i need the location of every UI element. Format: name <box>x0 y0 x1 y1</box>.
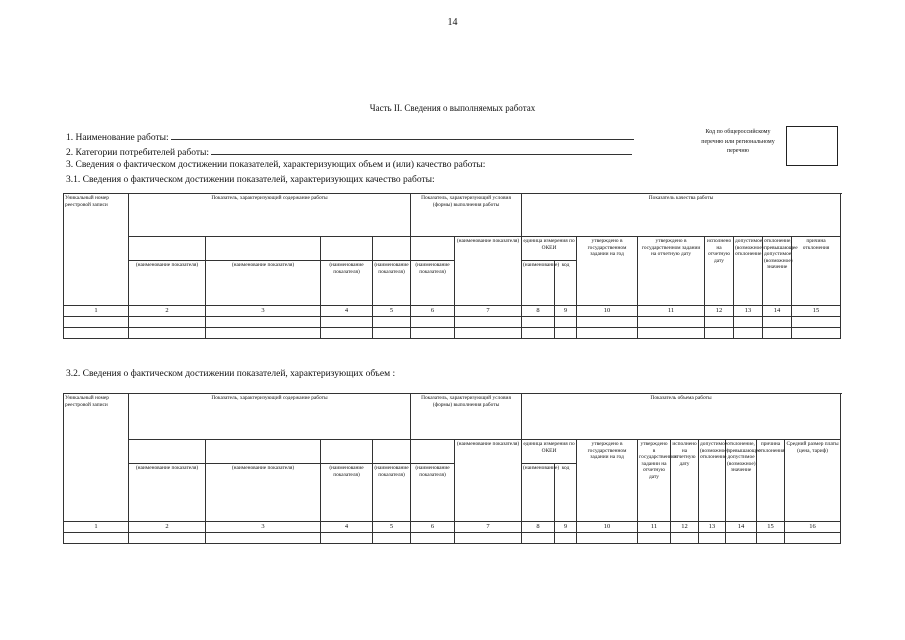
t1-col-number: 8 <box>522 306 555 317</box>
t2-col-number: 1 <box>64 522 129 533</box>
t2-col-number: 10 <box>577 522 638 533</box>
t2-cell[interactable] <box>699 533 726 544</box>
t2-volume-indicator-header: Показатель объема работы <box>522 394 841 440</box>
t2-approved-year-header: утверждено в государственном задании на год <box>577 440 638 522</box>
t2-cell[interactable] <box>129 533 206 544</box>
t2-indicator-name-5: (наименование показателя) <box>411 464 455 522</box>
t1-unit-code-header: код <box>555 261 577 306</box>
t1-cell[interactable] <box>411 317 455 328</box>
t1-data-row <box>64 317 841 328</box>
t1-quality-indicator-header: Показатель качества работы <box>522 194 841 237</box>
t2-executed-header: исполнено на отчетную дату <box>671 440 699 522</box>
t1-cell[interactable] <box>129 317 206 328</box>
t2-approved-report-header: утверждено в государственном задании на отчетную дату <box>638 440 671 522</box>
t1-unique-number-header: Уникальный номер реестровой записи <box>64 194 129 306</box>
t1-cell[interactable] <box>522 317 555 328</box>
t2-indicator-name-3: (наименование показателя) <box>321 464 373 522</box>
t1-cell[interactable] <box>455 317 522 328</box>
t1-reason-header: причина отклонения <box>792 237 841 306</box>
t1-col-number: 15 <box>792 306 841 317</box>
t2-col-number: 7 <box>455 522 522 533</box>
t1-col-number: 1 <box>64 306 129 317</box>
t2-indicator-name-2: (наименование показателя) <box>206 464 321 522</box>
t1-cell[interactable] <box>638 317 705 328</box>
t2-blank-cell <box>129 440 206 464</box>
t1-cell[interactable] <box>206 317 321 328</box>
t2-content-indicator-header: Показатель, характеризующий содержание работы <box>129 394 411 440</box>
t2-cell[interactable] <box>522 533 555 544</box>
t2-col-number: 13 <box>699 522 726 533</box>
t2-blank-cell <box>373 440 411 464</box>
t1-approved-year-header: утверждено в государственном задании на год <box>577 237 638 306</box>
t1-cell[interactable] <box>705 317 734 328</box>
t2-col-number: 12 <box>671 522 699 533</box>
t2-cell[interactable] <box>757 533 785 544</box>
t2-cell[interactable] <box>726 533 757 544</box>
t2-allowed-deviation-header: допустимое (возможное) отклонение <box>699 440 726 522</box>
t2-cell[interactable] <box>638 533 671 544</box>
t1-cell[interactable] <box>206 328 321 339</box>
t1-cell[interactable] <box>411 328 455 339</box>
t2-col-number: 11 <box>638 522 671 533</box>
t1-blank-cell <box>373 237 411 261</box>
t1-indicator-name-3: (наименование показателя) <box>321 261 373 306</box>
t1-col-number: 6 <box>411 306 455 317</box>
section32-heading: 3.2. Сведения о фактическом достижении показателей, характеризующих объем : <box>66 369 396 379</box>
t1-indicator-name-2: (наименование показателя) <box>206 261 321 306</box>
code-box[interactable] <box>786 126 838 166</box>
t1-indicator-name-5: (наименование показателя) <box>411 261 455 306</box>
t1-cell[interactable] <box>64 328 129 339</box>
t2-cell[interactable] <box>785 533 841 544</box>
t2-cell[interactable] <box>577 533 638 544</box>
t1-cell[interactable] <box>321 317 373 328</box>
t2-cell[interactable] <box>411 533 455 544</box>
t2-col-number: 5 <box>373 522 411 533</box>
t2-blank-cell <box>321 440 373 464</box>
t2-col-number: 6 <box>411 522 455 533</box>
t1-col-number: 13 <box>734 306 763 317</box>
t2-col-number: 8 <box>522 522 555 533</box>
t2-blank-cell <box>206 440 321 464</box>
part-title: Часть II. Сведения о выполняемых работах <box>369 103 536 113</box>
t2-conditions-indicator-header: Показатель, характеризующий условия (формы) выполнения работы <box>411 394 522 440</box>
t1-cell[interactable] <box>555 317 577 328</box>
t1-col-number: 3 <box>206 306 321 317</box>
t1-col-number: 7 <box>455 306 522 317</box>
page-number: 14 <box>447 17 458 28</box>
t1-blank-cell <box>129 237 206 261</box>
t2-col-number: 14 <box>726 522 757 533</box>
t1-allowed-deviation-header: допустимое (возможное) отклонение <box>734 237 763 306</box>
t1-col-number: 5 <box>373 306 411 317</box>
t2-data-row <box>64 533 841 544</box>
t1-blank-cell <box>411 237 455 261</box>
consumer-categories-field[interactable] <box>211 145 632 155</box>
section31-heading: 3.1. Сведения о фактическом достижении показателей, характеризующих качество работы: <box>66 175 435 185</box>
t1-content-indicator-header: Показатель, характеризующий содержание работы <box>129 194 411 237</box>
t2-cell[interactable] <box>373 533 411 544</box>
t2-indicator-name-1: (наименование показателя) <box>129 464 206 522</box>
consumer-categories-label: 2. Категории потребителей работы: <box>66 148 209 158</box>
t1-unit-name-header: (наименование) <box>522 261 555 306</box>
section3-heading: 3. Сведения о фактическом достижении показателей, характеризующих объем и (или) качество работы: <box>66 160 486 170</box>
t1-approved-report-header: утверждено в государственном задании на отчетную дату <box>638 237 705 306</box>
t1-cell[interactable] <box>522 328 555 339</box>
t1-cell[interactable] <box>321 328 373 339</box>
t2-col-number: 3 <box>206 522 321 533</box>
code-label: Код по общероссийскому перечню или региональному перечню <box>701 129 775 154</box>
t2-unit-code-header: код <box>555 464 577 522</box>
t2-deviation-exceeding-header: отклонение, превышающее допустимое (возможное) значение <box>726 440 757 522</box>
volume-table <box>63 393 841 544</box>
t1-cell[interactable] <box>129 328 206 339</box>
t1-measure-unit-header: единица измерения по ОКЕИ <box>522 237 577 261</box>
t2-blank-cell <box>411 440 455 464</box>
t2-indicator-name-4: (наименование показателя) <box>373 464 411 522</box>
quality-table <box>63 193 841 339</box>
work-name-label: 1. Наименование работы: <box>66 133 169 143</box>
t2-indicator-name-header: (наименование показателя) <box>455 440 522 522</box>
t2-unique-number-header: Уникальный номер реестровой записи <box>64 394 129 522</box>
t2-unit-name-header: (наименование) <box>522 464 555 522</box>
t2-cell[interactable] <box>206 533 321 544</box>
t1-col-number: 2 <box>129 306 206 317</box>
t2-col-number: 15 <box>757 522 785 533</box>
t1-col-number: 9 <box>555 306 577 317</box>
t1-cell[interactable] <box>763 328 792 339</box>
t1-conditions-indicator-header: Показатель, характеризующий условия (формы) выполнения работы <box>411 194 522 237</box>
t1-cell[interactable] <box>64 317 129 328</box>
consumer-categories-row <box>66 145 632 158</box>
t1-indicator-name-header: (наименование показателя) <box>455 237 522 306</box>
t1-col-number: 11 <box>638 306 705 317</box>
t1-cell[interactable] <box>373 328 411 339</box>
t1-col-number: 10 <box>577 306 638 317</box>
work-name-field[interactable] <box>171 130 634 140</box>
t1-cell[interactable] <box>638 328 705 339</box>
t2-cell[interactable] <box>321 533 373 544</box>
t1-executed-header: исполнено на отчетную дату <box>705 237 734 306</box>
t1-cell[interactable] <box>763 317 792 328</box>
t1-col-number: 14 <box>763 306 792 317</box>
t2-col-number: 9 <box>555 522 577 533</box>
t1-cell[interactable] <box>373 317 411 328</box>
t2-avg-fee-header: Средний размер платы (цена, тариф) <box>785 440 841 522</box>
t2-reason-header: причина отклонения <box>757 440 785 522</box>
t1-cell[interactable] <box>455 328 522 339</box>
t2-measure-unit-header: единица измерения по ОКЕИ <box>522 440 577 464</box>
t2-cell[interactable] <box>671 533 699 544</box>
t1-indicator-name-4: (наименование показателя) <box>373 261 411 306</box>
t1-cell[interactable] <box>792 317 841 328</box>
t1-blank-cell <box>321 237 373 261</box>
t1-data-row <box>64 328 841 339</box>
t2-cell[interactable] <box>455 533 522 544</box>
t1-deviation-exceeding-header: отклонение, превышающее допустимое (возможное) значение <box>763 237 792 306</box>
t1-indicator-name-1: (наименование показателя) <box>129 261 206 306</box>
t1-cell[interactable] <box>734 328 763 339</box>
t2-col-number: 4 <box>321 522 373 533</box>
t2-col-number: 16 <box>785 522 841 533</box>
t2-col-number: 2 <box>129 522 206 533</box>
t2-cell[interactable] <box>64 533 129 544</box>
t2-cell[interactable] <box>555 533 577 544</box>
t1-cell[interactable] <box>577 328 638 339</box>
t1-col-number: 4 <box>321 306 373 317</box>
t1-col-number: 12 <box>705 306 734 317</box>
work-name-row <box>66 130 634 143</box>
t1-cell[interactable] <box>555 328 577 339</box>
t1-cell[interactable] <box>792 328 841 339</box>
t1-cell[interactable] <box>734 317 763 328</box>
t1-cell[interactable] <box>705 328 734 339</box>
t1-blank-cell <box>206 237 321 261</box>
t1-cell[interactable] <box>577 317 638 328</box>
